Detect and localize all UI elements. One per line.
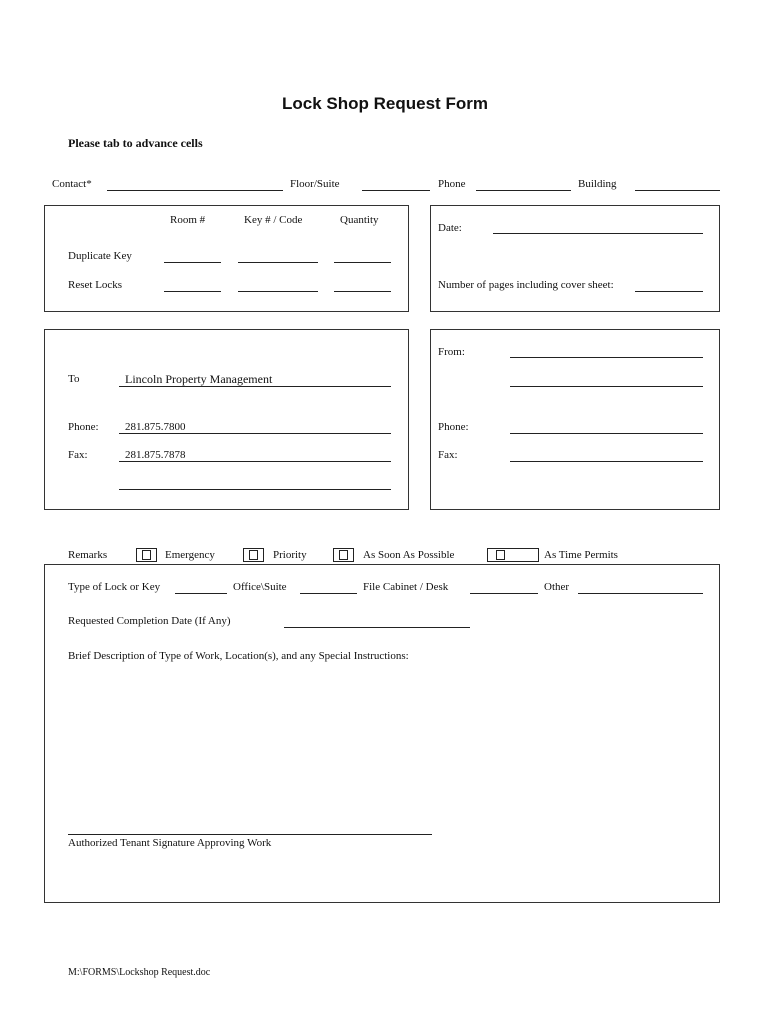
from-label: From: (438, 346, 465, 358)
file-cabinet-field[interactable] (470, 593, 538, 594)
col-key: Key # / Code (244, 214, 303, 226)
file-cabinet-label: File Cabinet / Desk (363, 581, 449, 593)
from-field[interactable] (510, 357, 703, 358)
asap-label: As Soon As Possible (363, 549, 455, 561)
emergency-checkbox[interactable] (136, 548, 157, 562)
col-room: Room # (170, 214, 206, 226)
duplicate-quantity-field[interactable] (334, 262, 391, 263)
footer-path: M:\FORMS\Lockshop Request.doc (68, 967, 211, 978)
as-time-permits-label: As Time Permits (544, 549, 618, 561)
row-duplicate-key: Duplicate Key (68, 250, 132, 262)
from-phone-field[interactable] (510, 433, 703, 434)
to-fax-value: 281.875.7878 (125, 449, 186, 461)
type-of-lock-field[interactable] (175, 593, 227, 594)
form-title: Lock Shop Request Form (282, 94, 488, 113)
contact-field[interactable] (107, 190, 283, 191)
priority-checkbox[interactable] (243, 548, 264, 562)
building-label: Building (578, 178, 617, 190)
floor-suite-field[interactable] (362, 190, 430, 191)
date-label: Date: (438, 222, 462, 234)
building-field[interactable] (635, 190, 720, 191)
from-phone-label: Phone: (438, 421, 469, 433)
other-label: Other (544, 581, 570, 593)
from-fax-field[interactable] (510, 461, 703, 462)
checkbox-square-icon (339, 550, 348, 560)
office-suite-field[interactable] (300, 593, 357, 594)
pages-field[interactable] (635, 291, 703, 292)
to-extra-field[interactable] (119, 489, 391, 490)
to-fax-label: Fax: (68, 449, 88, 461)
form-instruction: Please tab to advance cells (68, 136, 203, 150)
phone-field[interactable] (476, 190, 571, 191)
office-suite-label: Office\Suite (233, 581, 287, 593)
type-of-lock-label: Type of Lock or Key (68, 581, 161, 593)
signature-field[interactable] (68, 834, 432, 835)
duplicate-key-field[interactable] (238, 262, 318, 263)
reset-quantity-field[interactable] (334, 291, 391, 292)
col-quantity: Quantity (340, 214, 379, 226)
checkbox-square-icon (496, 550, 505, 560)
description-label: Brief Description of Type of Work, Location(s), and any Special Instructions: (68, 650, 409, 662)
row-reset-locks: Reset Locks (68, 279, 123, 291)
priority-label: Priority (273, 549, 307, 561)
from-field-2[interactable] (510, 386, 703, 387)
emergency-label: Emergency (165, 549, 215, 561)
to-label: To (68, 373, 80, 385)
checkbox-square-icon (249, 550, 258, 560)
description-area[interactable] (68, 668, 703, 818)
date-box (430, 205, 720, 312)
pages-label: Number of pages including cover sheet: (438, 279, 614, 291)
signature-label: Authorized Tenant Signature Approving Work (68, 837, 272, 849)
to-field[interactable] (119, 386, 391, 387)
completion-date-label: Requested Completion Date (If Any) (68, 615, 231, 627)
phone-label: Phone (438, 178, 466, 190)
other-field[interactable] (578, 593, 703, 594)
checkbox-square-icon (142, 550, 151, 560)
to-fax-field[interactable] (119, 461, 391, 462)
contact-label: Contact* (52, 178, 92, 190)
from-fax-label: Fax: (438, 449, 458, 461)
date-field[interactable] (493, 233, 703, 234)
floor-suite-label: Floor/Suite (290, 178, 340, 190)
completion-date-field[interactable] (284, 627, 470, 628)
reset-key-field[interactable] (238, 291, 318, 292)
asap-checkbox[interactable] (333, 548, 354, 562)
to-phone-field[interactable] (119, 433, 391, 434)
to-phone-value: 281.875.7800 (125, 421, 186, 433)
duplicate-room-field[interactable] (164, 262, 221, 263)
remarks-label: Remarks (68, 549, 108, 561)
to-phone-label: Phone: (68, 421, 99, 433)
reset-room-field[interactable] (164, 291, 221, 292)
to-box (44, 329, 409, 510)
to-value: Lincoln Property Management (125, 372, 273, 386)
as-time-permits-checkbox[interactable] (487, 548, 539, 562)
